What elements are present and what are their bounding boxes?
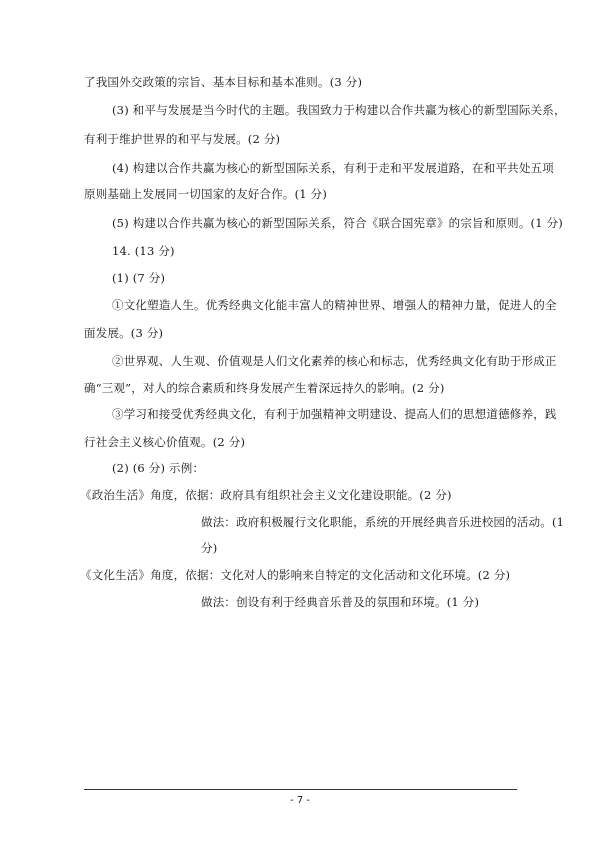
text-line: 《政治生活》角度，依据：政府具有组织社会主义文化建设职能。(2 分) (80, 488, 452, 502)
question-heading: 14. (13 分) (112, 244, 175, 258)
text-line: 做法：政府积极履行文化职能，系统的开展经典音乐进校园的活动。(1 (201, 515, 565, 529)
text-line: 行社会主义核心价值观。(2 分) (84, 435, 246, 449)
text-line: ①文化塑造人生。优秀经典文化能丰富人的精神世界、增强人的精神力量，促进人的全 (112, 298, 557, 312)
text-line: 原则基础上发展同一切国家的友好合作。(1 分) (84, 187, 328, 201)
sub-question-heading: (2) (6 分) 示例： (112, 461, 205, 475)
sub-question-heading: (1) (7 分) (112, 271, 166, 285)
text-line: 有利于维护世界的和平与发展。(2 分) (84, 132, 281, 146)
text-line: 了我国外交政策的宗旨、基本目标和基本准则。(3 分) (84, 75, 363, 89)
text-line: 分) (201, 541, 218, 555)
text-line: 《文化生活》角度，依据：文化对人的影响来自特定的文化活动和文化环境。(2 分) (80, 568, 511, 582)
text-line: 面发展。(3 分) (84, 326, 164, 340)
page-number: - 7 - (290, 795, 310, 806)
text-line: (3) 和平与发展是当今时代的主题。我国致力于构建以合作共赢为核心的新型国际关系， (112, 103, 566, 117)
footer-divider (84, 789, 517, 790)
text-line: (4) 构建以合作共赢为核心的新型国际关系，有利于走和平发展道路，在和平共处五项 (112, 161, 554, 175)
text-line: (5) 构建以合作共赢为核心的新型国际关系，符合《联合国宪章》的宗旨和原则。(1 分) (112, 216, 563, 230)
text-line: ③学习和接受优秀经典文化，有利于加强精神文明建设、提高人们的思想道德修养，践 (112, 407, 557, 421)
text-line: 做法：创设有利于经典音乐普及的氛围和环境。(1 分) (201, 595, 480, 609)
text-line: ②世界观、人生观、价值观是人们文化素养的核心和标志，优秀经典文化有助于形成正 (112, 354, 557, 368)
text-line: 确“三观”，对人的综合素质和终身发展产生着深远持久的影响。(2 分) (84, 381, 445, 395)
